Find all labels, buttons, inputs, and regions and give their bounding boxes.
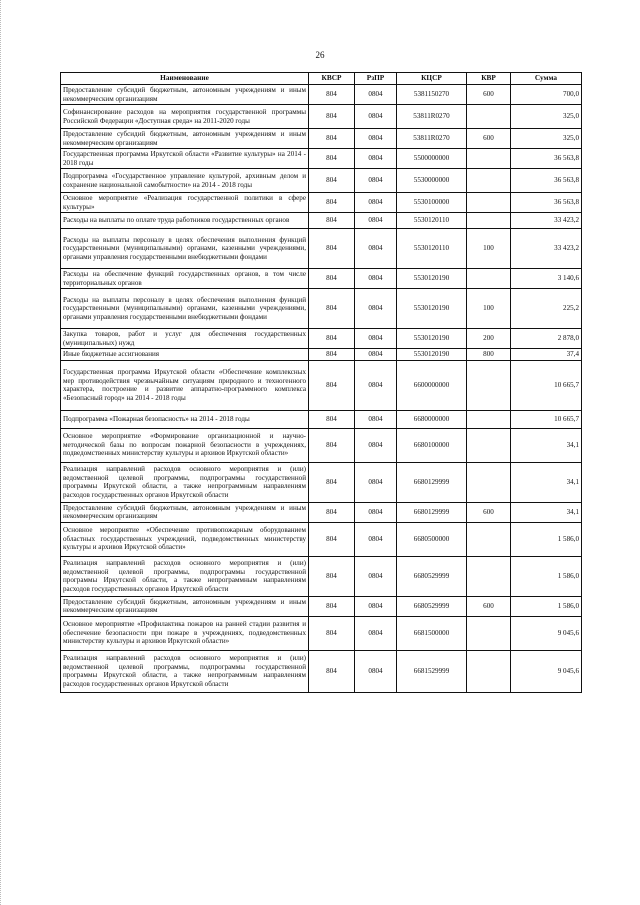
row-name: Предоставление субсидий бюджетным, автономным учреждениям и иным некоммерческим организациям [61,129,309,149]
row-kvr [467,522,511,556]
row-sum: 1 586,0 [511,522,582,556]
table-row [61,428,582,462]
row-kcsr: 5530120110 [397,213,467,229]
row-kvsr: 804 [309,616,355,650]
row-kvr: 600 [467,129,511,149]
row-sum: 34,1 [511,462,582,502]
row-kvr [467,462,511,502]
header-rzpr: РзПР [355,73,397,85]
table-row [61,462,582,502]
row-kvsr: 804 [309,193,355,213]
row-kvsr: 804 [309,229,355,269]
row-sum: 325,0 [511,129,582,149]
row-name: Предоставление субсидий бюджетным, автономным учреждениям и иным некоммерческим организациям [61,596,309,616]
row-kvsr: 804 [309,502,355,522]
row-kvr: 100 [467,289,511,329]
budget-table [60,72,582,693]
row-kvr [467,428,511,462]
row-kvr [467,410,511,428]
row-rzpr: 0804 [355,650,397,692]
row-sum: 33 423,2 [511,229,582,269]
row-name: Основное мероприятие «Профилактика пожаров на ранней стадии развития и обеспечение безопасности при пожаре в учреждениях, подведомственных министерству культуры и архивов Иркутской области» [61,616,309,650]
table-row [61,556,582,596]
table-row [61,129,582,149]
header-name: Наименование [61,73,309,85]
row-kvsr: 804 [309,522,355,556]
row-kcsr: 6680529999 [397,596,467,616]
row-rzpr: 0804 [355,289,397,329]
table-header-row [61,73,582,85]
row-kvsr: 804 [309,329,355,349]
row-name: Софинансирование расходов на мероприятия государственной программы Российской Федерации «Доступная среда» на 2011-2020 годы [61,105,309,129]
row-rzpr: 0804 [355,193,397,213]
row-name: Подпрограмма «Государственное управление культурой, архивным делом и сохранение национальной самобытности» на 2014 - 2018 годы [61,169,309,193]
row-kvsr: 804 [309,289,355,329]
row-kvsr: 804 [309,462,355,502]
row-kvr [467,105,511,129]
row-name: Расходы на выплаты персоналу в целях обеспечения выполнения функций государственными (муниципальными) органами, казенными учреждениями, органами управления государственными внебюджетными фондами [61,229,309,269]
row-name: Основное мероприятие «Обеспечение противопожарным оборудованием областных государственных учреждений, подведомственных министерству культуры и архивов Иркутской области» [61,522,309,556]
row-kcsr: 6680129999 [397,462,467,502]
row-kvsr: 804 [309,169,355,193]
row-kvsr: 804 [309,410,355,428]
row-sum: 9 045,6 [511,650,582,692]
table-row [61,105,582,129]
row-kcsr: 5530100000 [397,193,467,213]
row-kvr [467,213,511,229]
row-name: Иные бюджетные ассигнования [61,349,309,361]
row-sum: 36 563,8 [511,149,582,169]
row-rzpr: 0804 [355,269,397,289]
row-kvr: 600 [467,85,511,105]
row-sum: 34,1 [511,428,582,462]
page-number: 26 [315,50,325,60]
row-rzpr: 0804 [355,129,397,149]
row-kcsr: 5530120190 [397,269,467,289]
row-rzpr: 0804 [355,349,397,361]
row-kcsr: 6680100000 [397,428,467,462]
row-kvsr: 804 [309,129,355,149]
row-sum: 9 045,6 [511,616,582,650]
table-row [61,213,582,229]
row-kvr: 200 [467,329,511,349]
row-kcsr: 6680500000 [397,522,467,556]
row-rzpr: 0804 [355,462,397,502]
row-kvsr: 804 [309,213,355,229]
row-name: Закупка товаров, работ и услуг для обеспечения государственных (муниципальных) нужд [61,329,309,349]
row-kcsr: 5530000000 [397,169,467,193]
row-rzpr: 0804 [355,213,397,229]
row-name: Предоставление субсидий бюджетным, автономным учреждениям и иным некоммерческим организациям [61,502,309,522]
row-sum: 10 665,7 [511,410,582,428]
row-kvr [467,556,511,596]
table-row [61,616,582,650]
row-rzpr: 0804 [355,556,397,596]
row-name: Расходы на обеспечение функций государственных органов, в том числе территориальных органов [61,269,309,289]
row-kcsr: 53811R0270 [397,129,467,149]
row-rzpr: 0804 [355,428,397,462]
table-row [61,229,582,269]
row-kvr [467,169,511,193]
row-kcsr: 6681529999 [397,650,467,692]
row-name: Реализация направлений расходов основного мероприятия и (или) ведомственной целевой программы, подпрограммы государственной программы Иркутской области, а также непрограммным направлениям расходов государственных органов Иркутской области [61,462,309,502]
row-rzpr: 0804 [355,522,397,556]
row-sum: 225,2 [511,289,582,329]
row-kvsr: 804 [309,85,355,105]
row-rzpr: 0804 [355,105,397,129]
row-kvsr: 804 [309,596,355,616]
row-kvr [467,616,511,650]
table-row [61,410,582,428]
row-kvsr: 804 [309,149,355,169]
row-kvr: 800 [467,349,511,361]
row-sum: 2 878,0 [511,329,582,349]
row-rzpr: 0804 [355,502,397,522]
row-rzpr: 0804 [355,169,397,193]
row-name: Подпрограмма «Пожарная безопасность» на 2014 - 2018 годы [61,410,309,428]
row-rzpr: 0804 [355,329,397,349]
table-row [61,269,582,289]
table-row [61,193,582,213]
row-kcsr: 6680129999 [397,502,467,522]
row-sum: 325,0 [511,105,582,129]
header-kcsr: КЦСР [397,73,467,85]
row-kvsr: 804 [309,105,355,129]
row-sum: 3 140,6 [511,269,582,289]
row-sum: 33 423,2 [511,213,582,229]
row-rzpr: 0804 [355,229,397,269]
row-rzpr: 0804 [355,360,397,410]
row-kvsr: 804 [309,650,355,692]
row-kvsr: 804 [309,349,355,361]
row-sum: 700,0 [511,85,582,105]
table-row [61,169,582,193]
row-kvsr: 804 [309,556,355,596]
row-kcsr: 53811R0270 [397,105,467,129]
row-kvr: 600 [467,596,511,616]
row-rzpr: 0804 [355,596,397,616]
row-kcsr: 5530120190 [397,289,467,329]
table-row [61,349,582,361]
row-name: Расходы на выплаты персоналу в целях обеспечения выполнения функций государственными (муниципальными) органами, казенными учреждениями, органами управления государственными внебюджетными фондами [61,289,309,329]
table-row [61,596,582,616]
row-name: Расходы на выплаты по оплате труда работников государственных органов [61,213,309,229]
row-kvr: 100 [467,229,511,269]
row-kvr [467,193,511,213]
table-row [61,360,582,410]
row-kvsr: 804 [309,360,355,410]
row-kcsr: 5500000000 [397,149,467,169]
table-row [61,329,582,349]
row-kvr [467,269,511,289]
row-name: Государственная программа Иркутской области «Обеспечение комплексных мер противодействия чрезвычайным ситуациям природного и техногенного характера, построение и развитие аппаратно-программного комплекса «Безопасный город» на 2014 - 2018 годы [61,360,309,410]
row-kcsr: 5530120110 [397,229,467,269]
row-name: Основное мероприятие «Формирование организационной и научно-методической базы по вопросам пожарной безопасности в учреждениях, подведомственных министерству культуры и архивов Иркутской области» [61,428,309,462]
row-name: Реализация направлений расходов основного мероприятия и (или) ведомственной целевой программы, подпрограммы государственной программы Иркутской области, а также непрограммным направлениям расходов государственных органов Иркутской области [61,650,309,692]
row-rzpr: 0804 [355,410,397,428]
table-row [61,650,582,692]
row-kvsr: 804 [309,269,355,289]
row-kvr [467,650,511,692]
row-name: Реализация направлений расходов основного мероприятия и (или) ведомственной целевой программы, подпрограммы государственной программы Иркутской области, а также непрограммным направлениям расходов государственных органов Иркутской области [61,556,309,596]
page-edge [0,0,4,905]
row-rzpr: 0804 [355,85,397,105]
row-sum: 34,1 [511,502,582,522]
row-name: Государственная программа Иркутской области «Развитие культуры» на 2014 - 2018 годы [61,149,309,169]
row-kvr [467,360,511,410]
row-kvr [467,149,511,169]
row-sum: 36 563,8 [511,193,582,213]
row-rzpr: 0804 [355,149,397,169]
row-kcsr: 5530120190 [397,329,467,349]
header-kvr: КВР [467,73,511,85]
row-kcsr: 6681500000 [397,616,467,650]
row-kcsr: 6600000000 [397,360,467,410]
row-kcsr: 6680529999 [397,556,467,596]
table-row [61,522,582,556]
row-sum: 10 665,7 [511,360,582,410]
row-sum: 1 586,0 [511,596,582,616]
table-row [61,502,582,522]
row-kcsr: 5530120190 [397,349,467,361]
row-name: Предоставление субсидий бюджетным, автономным учреждениям и иным некоммерческим организациям [61,85,309,105]
table-row [61,289,582,329]
row-name: Основное мероприятие «Реализация государственной политики в сфере культуры» [61,193,309,213]
row-sum: 36 563,8 [511,169,582,193]
row-sum: 37,4 [511,349,582,361]
row-kvr: 600 [467,502,511,522]
row-kcsr: 6680000000 [397,410,467,428]
row-kvsr: 804 [309,428,355,462]
row-rzpr: 0804 [355,616,397,650]
header-sum: Сумма [511,73,582,85]
header-kvsr: КВСР [309,73,355,85]
table-row [61,85,582,105]
table-row [61,149,582,169]
row-kcsr: 5381150270 [397,85,467,105]
row-sum: 1 586,0 [511,556,582,596]
